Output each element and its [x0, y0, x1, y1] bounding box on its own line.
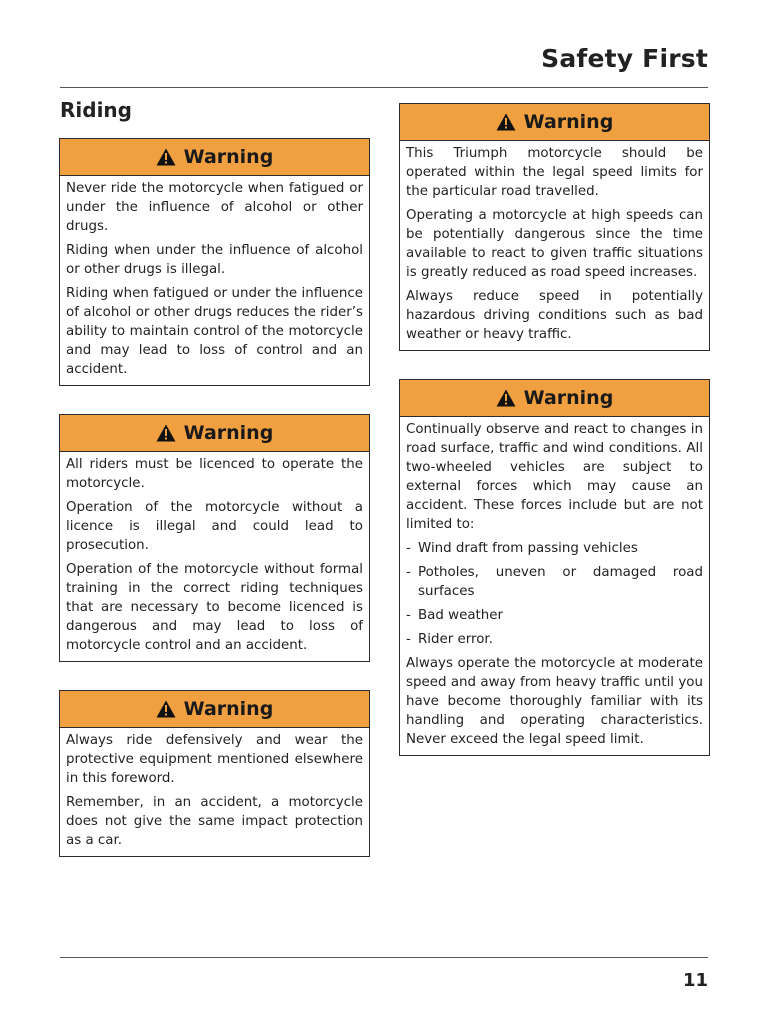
warning-box-road-conditions: [399, 379, 710, 756]
warning-paragraph: Always reduce speed in potentially hazardous driving conditions such as bad weather or heavy traffic.: [406, 289, 703, 342]
warning-triangle-icon: [156, 148, 176, 166]
warning-title: Warning: [183, 146, 274, 168]
section-title: Riding: [60, 98, 132, 122]
warning-paragraph: Riding when fatigued or under the influence of alcohol or other drugs reduces the rider’s ability to maintain control of the motorcycle and may lead to loss of control and an accident.: [66, 286, 363, 377]
list-item: - Potholes, uneven or damaged road surfaces: [406, 563, 703, 601]
warning-paragraph: Operation of the motorcycle without a licence is illegal and could lead to prosecution.: [66, 500, 363, 553]
warning-paragraph: Always operate the motorcycle at moderate speed and away from heavy traffic until you have become thoroughly familiar with its handling and operating characteristics. Never exceed the legal speed limit.: [406, 656, 703, 747]
warning-header: [60, 415, 369, 452]
warning-triangle-icon: [496, 389, 516, 407]
warning-triangle-icon: [156, 424, 176, 442]
list-item: - Rider error.: [406, 630, 703, 649]
warning-title: Warning: [183, 422, 274, 444]
warning-body: [400, 141, 709, 350]
warning-body: [60, 452, 369, 661]
header-divider: [60, 87, 708, 88]
warning-title: Warning: [523, 387, 614, 409]
warning-paragraph: This Triumph motorcycle should be operated within the legal speed limits for the particular road travelled.: [406, 146, 703, 199]
warning-box-speed: [399, 103, 710, 351]
warning-body: [60, 728, 369, 856]
warning-header: [400, 380, 709, 417]
warning-paragraph: Always ride defensively and wear the protective equipment mentioned elsewhere in this foreword.: [66, 733, 363, 786]
warning-paragraph: All riders must be licenced to operate the motorcycle.: [66, 457, 363, 491]
right-column: [399, 103, 710, 756]
warning-body: [60, 176, 369, 385]
footer-divider: [60, 957, 708, 958]
page-number: 11: [682, 970, 708, 991]
warning-header: [60, 139, 369, 176]
warning-box-fatigue: [59, 138, 370, 386]
warning-box-defensive: [59, 690, 370, 857]
warning-paragraph: Continually observe and react to changes in road surface, traffic and wind conditions. All two-wheeled vehicles are subject to external forces which may cause an accident. These forces include but are not limited to:: [406, 422, 703, 532]
warning-paragraph: Operation of the motorcycle without formal training in the correct riding techniques that are necessary to become licenced is dangerous and may lead to loss of motorcycle control and an accident.: [66, 562, 363, 653]
list-item: - Wind draft from passing vehicles: [406, 539, 703, 558]
hazard-list: [406, 539, 703, 649]
warning-title: Warning: [183, 698, 274, 720]
left-column: [59, 138, 370, 857]
warning-triangle-icon: [156, 700, 176, 718]
warning-paragraph: Never ride the motorcycle when fatigued or under the influence of alcohol or other drugs.: [66, 181, 363, 234]
warning-body: [400, 417, 709, 755]
warning-box-licence: [59, 414, 370, 662]
warning-paragraph: Remember, in an accident, a motorcycle does not give the same impact protection as a car.: [66, 795, 363, 848]
warning-header: [60, 691, 369, 728]
warning-paragraph: Operating a motorcycle at high speeds can be potentially dangerous since the time available to react to given traffic situations is greatly reduced as road speed increases.: [406, 208, 703, 280]
warning-header: [400, 104, 709, 141]
warning-title: Warning: [523, 111, 614, 133]
list-item: - Bad weather: [406, 606, 703, 625]
warning-paragraph: Riding when under the influence of alcohol or other drugs is illegal.: [66, 243, 363, 277]
page-header-title: Safety First: [541, 44, 708, 73]
warning-triangle-icon: [496, 113, 516, 131]
